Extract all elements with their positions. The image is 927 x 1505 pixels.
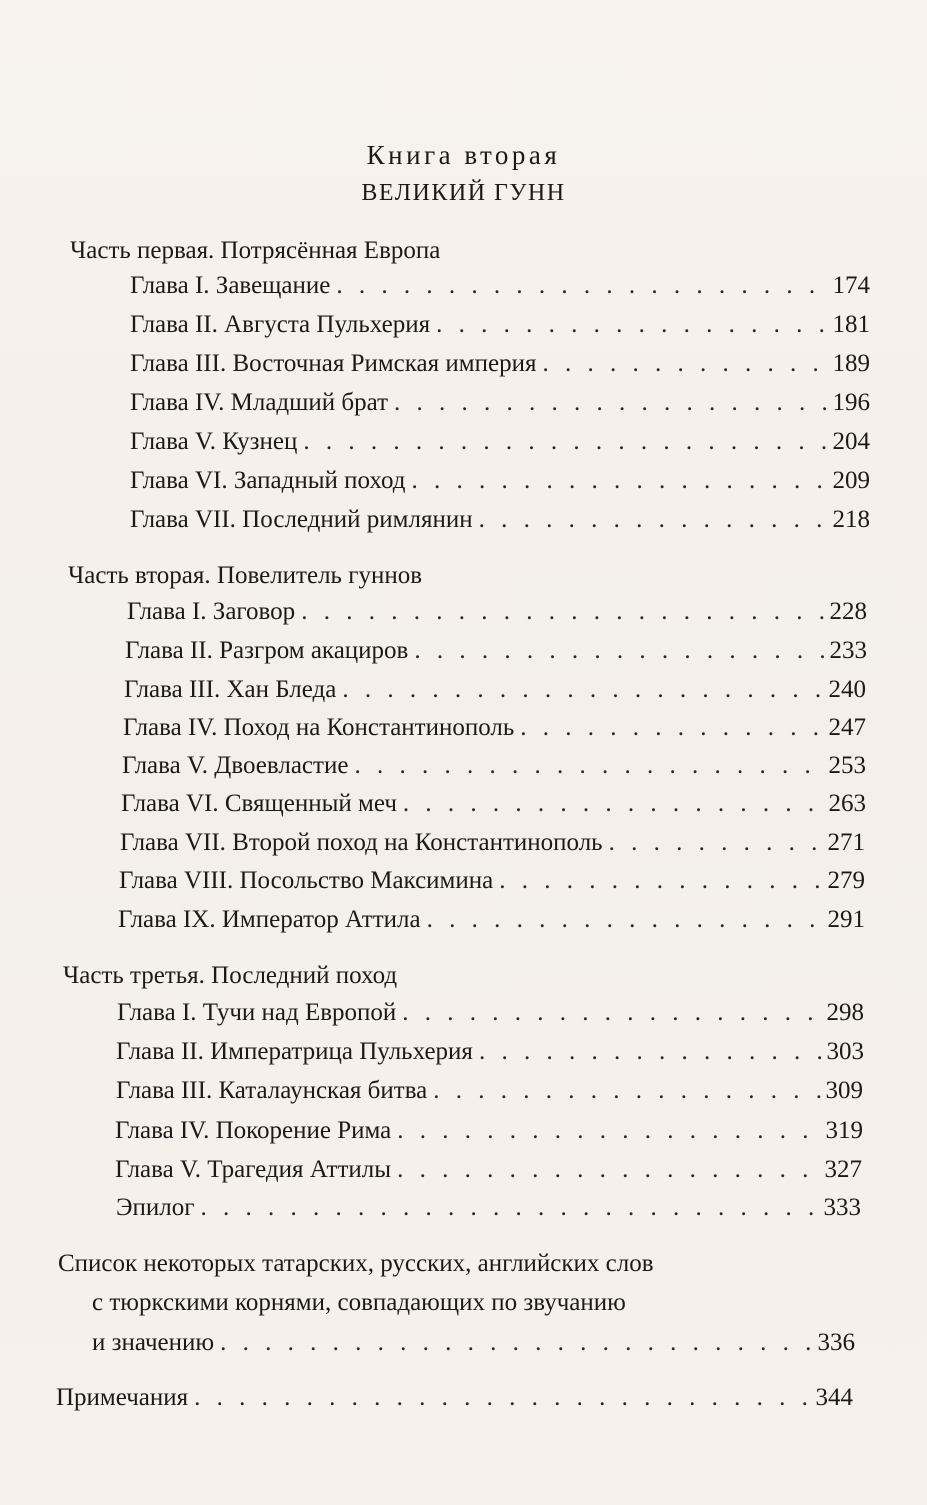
glossary-line-3: и значению [92,1329,215,1356]
toc-entry[interactable] [118,906,865,934]
chapter-title: Глава VII. Последний римлянин [130,506,473,533]
dot-leader [342,676,826,704]
dot-leader [354,752,826,780]
dot-leader [499,867,825,895]
toc-entry[interactable] [130,272,870,300]
toc-entry[interactable] [92,1329,855,1357]
toc-entry[interactable] [124,676,866,704]
dot-leader [397,1117,823,1145]
chapter-title: Глава VI. Священный меч [121,790,397,817]
page-number: 279 [827,867,865,894]
chapter-title: Глава II. Императрица Пульхерия [116,1038,473,1065]
page-number: 327 [824,1156,862,1183]
dot-leader [433,1077,823,1105]
book-title: Книга вторая [366,140,561,170]
toc-entry[interactable] [130,428,870,456]
page-number: 218 [832,506,870,533]
chapter-title: Глава VII. Второй поход на Константинополь [120,829,603,856]
toc-entry[interactable] [56,1384,853,1412]
toc-entry[interactable] [119,867,865,895]
dot-leader [520,714,826,742]
toc-entry[interactable] [127,598,867,626]
page-number: 174 [832,272,870,299]
page-number: 181 [832,311,870,338]
dot-leader [411,467,830,495]
page-number: 271 [827,829,865,856]
dot-leader [436,311,830,339]
page-number: 309 [825,1077,863,1104]
book-subtitle: ВЕЛИКИЙ ГУНН [361,180,566,206]
chapter-title: Глава III. Каталаунская битва [116,1077,428,1104]
notes-title: Примечания [56,1384,189,1411]
toc-entry[interactable] [117,999,864,1027]
chapter-title: Глава II. Разгром акациров [125,637,409,664]
part-title: Часть первая. Потрясённая Европа [70,237,441,264]
page-number: 189 [832,350,870,377]
page-number: 253 [828,752,866,779]
toc-entry[interactable] [115,1117,863,1145]
chapter-title: Глава I. Заговор [127,598,296,625]
page-number: 263 [828,790,866,817]
toc-entry[interactable] [115,1156,862,1184]
dot-leader [414,637,827,665]
chapter-title: Глава V. Кузнец [130,428,298,455]
dot-leader [301,598,827,626]
page-number: 209 [832,467,870,494]
glossary-line-2: с тюркскими корнями, совпадающих по звучанию [92,1289,626,1316]
dot-leader [201,1194,822,1222]
chapter-title: Глава IV. Покорение Рима [115,1117,392,1144]
chapter-title: Глава VI. Западный поход [130,467,406,494]
chapter-title: Глава IX. Император Аттила [118,906,421,933]
chapter-title: Глава I. Тучи над Европой [117,999,397,1026]
page-number: 228 [829,598,867,625]
dot-leader [397,1156,822,1184]
page-number: 240 [828,676,866,703]
part-title: Часть третья. Последний поход [63,962,398,989]
toc-entry[interactable] [120,829,865,857]
dot-leader [542,350,830,378]
chapter-title: Глава VIII. Посольство Максимина [119,867,494,894]
page-number: 333 [823,1194,861,1221]
page-number: 344 [815,1384,853,1411]
chapter-title: Глава V. Двоевластие [122,752,349,779]
page-number: 298 [826,999,864,1026]
chapter-title: Глава III. Хан Бледа [124,676,337,703]
glossary-line-1: Список некоторых татарских, русских, английских слов [58,1250,654,1277]
dot-leader [394,389,831,417]
toc-entry[interactable] [130,311,870,339]
dot-leader [479,506,831,534]
chapter-title: Глава IV. Младший брат [130,389,388,416]
page-number: 204 [832,428,870,455]
page-number: 247 [828,714,866,741]
toc-entry[interactable] [123,714,866,742]
dot-leader [609,829,826,857]
page-number: 291 [827,906,865,933]
dot-leader [303,428,830,456]
chapter-title: Глава IV. Поход на Константинополь [123,714,515,741]
toc-entry[interactable] [121,790,866,818]
chapter-title: Глава V. Трагедия Аттилы [115,1156,392,1183]
dot-leader [403,790,827,818]
part-title: Часть вторая. Повелитель гуннов [68,562,423,589]
toc-entry[interactable] [116,1077,863,1105]
toc-entry[interactable] [125,637,867,665]
toc-entry[interactable] [122,752,866,780]
toc-entry[interactable] [130,467,870,495]
toc-entry[interactable] [130,350,870,378]
chapter-title: Глава I. Завещание [130,272,331,299]
chapter-title: Глава III. Восточная Римская империя [130,350,537,377]
toc-entry[interactable] [130,506,870,534]
page-number: 196 [832,389,870,416]
page-number: 233 [829,637,867,664]
dot-leader [336,272,830,300]
page-number: 336 [817,1329,855,1356]
dot-leader [427,906,826,934]
toc-entry[interactable] [116,1038,864,1066]
dot-leader [220,1329,815,1357]
page-number: 303 [826,1038,864,1065]
dot-leader [479,1038,825,1066]
toc-entry[interactable] [116,1194,861,1222]
chapter-title: Глава II. Августа Пульхерия [130,311,431,338]
toc-entry[interactable] [130,389,870,417]
dot-leader [194,1384,813,1412]
chapter-title: Эпилог [116,1194,195,1221]
page-number: 319 [825,1117,863,1144]
dot-leader [402,999,824,1027]
